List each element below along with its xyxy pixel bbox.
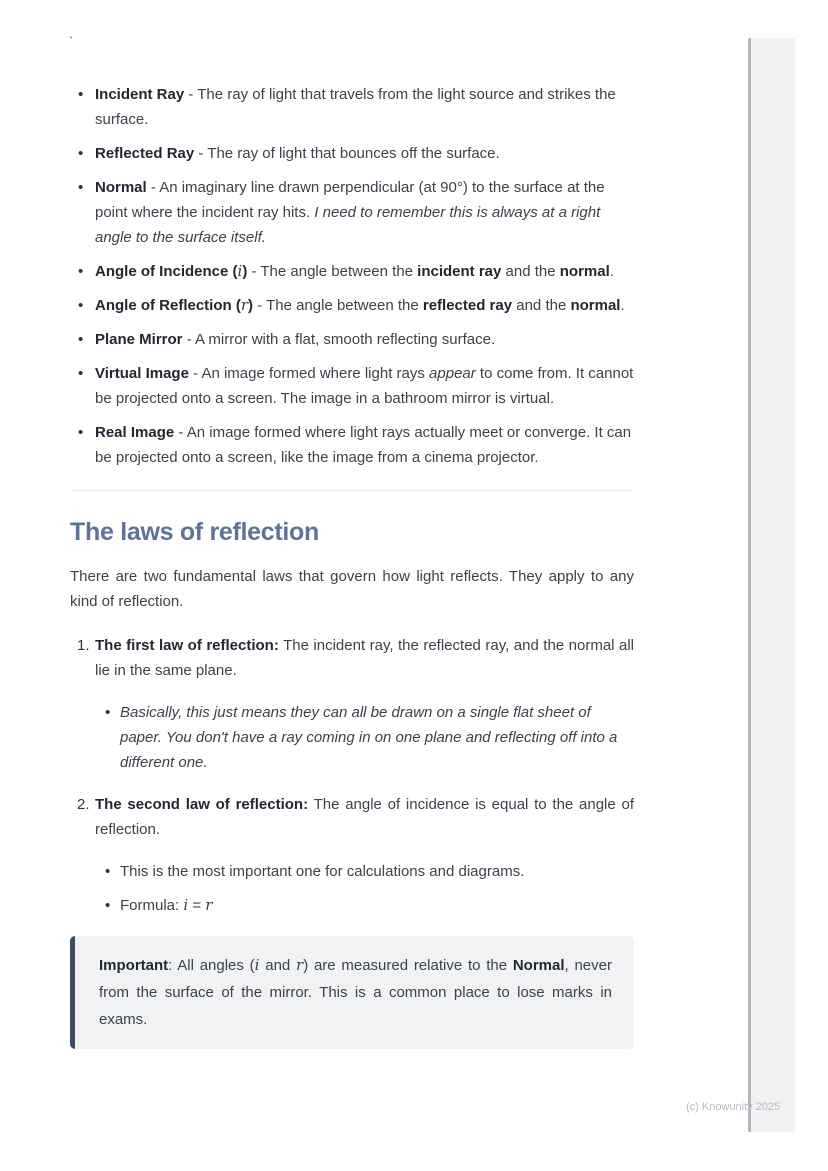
text-segment: Normal (512, 957, 565, 974)
text-segment: and the (501, 263, 560, 280)
list-item-text (95, 633, 634, 683)
intro-paragraph: There are two fundamental laws that govern how light reflects. They apply to any kind of reflection. (70, 568, 634, 610)
list-item (70, 327, 634, 352)
note-page-content (70, 82, 634, 1049)
text-segment: The angle of incidence is equal to the angle of reflection. (95, 796, 634, 838)
text-segment: : All angles ( (168, 957, 255, 974)
text-segment: r (240, 296, 249, 314)
list-item (70, 82, 634, 132)
text-segment: This is the most important one for calculations and diagrams. (120, 863, 525, 880)
text-segment: . (620, 297, 625, 314)
text-segment: and (259, 957, 297, 974)
text-segment: - The angle between the (247, 263, 418, 280)
text-segment: Incident Ray (95, 86, 185, 103)
text-segment: - A mirror with a flat, smooth reflecting surface. (182, 331, 496, 348)
list-item-text (95, 365, 633, 407)
list-item-text (95, 792, 634, 842)
list-item-text (120, 897, 212, 914)
text-segment: Real Image (95, 424, 175, 441)
list-item-text (95, 179, 605, 246)
text-segment: = (188, 897, 206, 914)
text-segment: Basically, this just means they can all be drawn on a single flat sheet of paper. You don't have a ray coming in on one plane and reflecting off into a different one. (120, 704, 618, 771)
text-segment: i (237, 262, 243, 280)
text-segment: Reflected Ray (95, 145, 195, 162)
section-divider (70, 490, 634, 491)
text-segment: I need to remember this is always at a right angle to the surface itself. (95, 204, 601, 246)
list-number: 1. (77, 637, 90, 654)
text-segment: to come from. It cannot be projected onto a screen. The image in a bathroom mirror is virtual. (95, 365, 634, 407)
text-segment: - The ray of light that travels from the light source and strikes the surface. (95, 86, 616, 128)
text-segment: normal (570, 297, 621, 314)
text-segment: Virtual Image (95, 365, 189, 382)
text-segment: - An imaginary line drawn perpendicular (at 90°) to the surface at the point where the incident ray hits. (95, 179, 605, 221)
text-segment: reflected ray (422, 297, 513, 314)
text-segment: The first law of reflection: (95, 637, 279, 654)
definitions-list (70, 82, 634, 470)
text-segment: ) are measured relative to the (303, 957, 513, 974)
text-segment: Angle of Incidence ( (95, 263, 238, 280)
list-item-text (120, 704, 617, 771)
text-segment: . (609, 263, 614, 280)
stray-backtick-mark: ` (69, 34, 74, 49)
text-segment: Normal (95, 179, 147, 196)
list-item (70, 792, 634, 918)
text-segment: , never from the surface of the mirror. This is a common place to lose marks in exams. (99, 957, 612, 1028)
list-item (70, 859, 634, 884)
text-segment: - An image formed where light rays actually meet or converge. It can be projected onto a screen, like the image from a cinema projector. (95, 424, 632, 466)
list-item (70, 633, 634, 775)
list-item-text (95, 297, 625, 314)
list-item-text (120, 863, 524, 880)
text-segment: - The ray of light that bounces off the surface. (194, 145, 500, 162)
list-item-text (95, 331, 495, 348)
list-item (70, 361, 634, 411)
text-segment: normal (559, 263, 610, 280)
text-segment: The incident ray, the reflected ray, and the normal all lie in the same plane. (95, 637, 634, 679)
text-segment: - The angle between the (253, 297, 423, 314)
list-item (70, 293, 634, 318)
text-segment: and the (512, 297, 571, 314)
text-segment: appear (429, 365, 476, 382)
list-item-text (95, 424, 631, 466)
callout-text (99, 952, 612, 1033)
text-segment: r (205, 896, 213, 914)
list-item-text (95, 86, 616, 128)
text-segment: Formula: (120, 897, 184, 914)
list-item (70, 893, 634, 918)
text-segment: Plane Mirror (95, 331, 183, 348)
sub-bullet-list (70, 859, 634, 918)
list-item (70, 420, 634, 470)
laws-ordered-list (70, 633, 634, 918)
sub-bullet-list (70, 700, 634, 775)
list-item-text (95, 263, 614, 280)
text-segment: ) (242, 263, 248, 280)
scrollbar-track[interactable] (748, 38, 795, 1132)
list-item (70, 259, 634, 284)
text-segment: incident ray (417, 263, 502, 280)
text-segment: i (183, 896, 189, 914)
list-item-text (95, 145, 500, 162)
watermark: (c) Knowunity 2025 (686, 1101, 781, 1113)
list-item (70, 175, 634, 250)
section-heading: The laws of reflection (70, 518, 320, 546)
list-number: 2. (77, 796, 90, 813)
text-segment: r (296, 956, 304, 974)
text-segment: Important (99, 957, 169, 974)
text-segment: The second law of reflection: (95, 796, 309, 813)
text-segment: - An image formed where light rays (188, 365, 430, 382)
text-segment: Angle of Reflection ( (95, 297, 241, 314)
list-item (70, 141, 634, 166)
list-item (70, 700, 634, 775)
important-callout (70, 936, 634, 1049)
text-segment: ) (248, 297, 254, 314)
text-segment: i (254, 956, 260, 974)
